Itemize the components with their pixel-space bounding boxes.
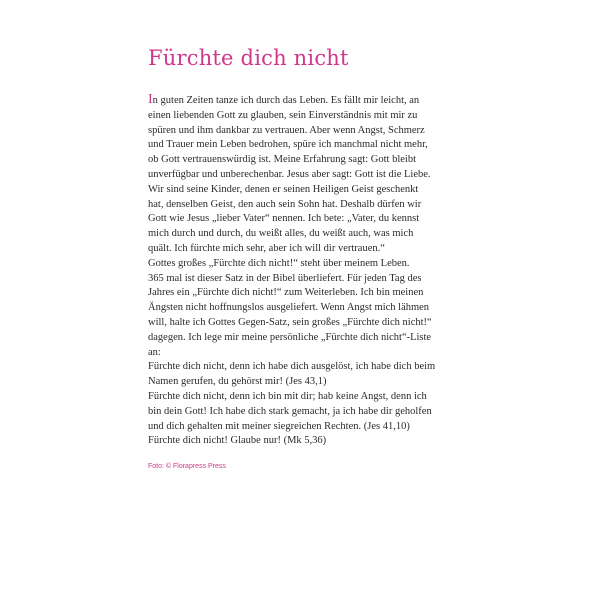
text-line: bin dein Gott! Ich habe dich stark gemacht, ja ich habe dir geholfen xyxy=(148,405,432,417)
text-line: Fürchte dich nicht, denn ich bin mit dir; hab keine Angst, denn ich xyxy=(148,390,427,402)
text-line: Ängsten nicht hoffnungslos ausgeliefert. Wenn Angst mich lähmen xyxy=(148,302,430,314)
body-text xyxy=(148,94,478,449)
text-line: quält. Ich fürchte mich sehr, aber ich will dir vertrauen.“ xyxy=(148,242,385,254)
text-line: Fürchte dich nicht! Glaube nur! (Mk 5,36) xyxy=(148,435,327,447)
text-line: Jahres ein „Fürchte dich nicht!“ zum Weiterleben. Ich bin meinen xyxy=(148,287,424,299)
page-title: Fürchte dich nicht xyxy=(148,46,349,70)
text-line: In guten Zeiten tanze ich durch das Leben. Es fällt mir leicht, an xyxy=(148,92,420,107)
text-line: Gott wie Jesus „lieber Vater“ nennen. Ich bete: „Vater, du kennst xyxy=(148,213,420,225)
text-line: Fürchte dich nicht, denn ich habe dich ausgelöst, ich habe dich beim xyxy=(148,361,436,373)
text-line: dagegen. Ich lege mir meine persönliche „Fürchte dich nicht“-Liste xyxy=(148,331,432,343)
text-line: will, halte ich Gottes Gegen-Satz, sein großes „Fürchte dich nicht!“ xyxy=(148,316,432,328)
text-line: mich durch und durch, du weißt alles, du weißt auch, was mich xyxy=(148,228,414,240)
text-line: einen liebenden Gott zu glauben, sein Einverständnis mit mir zu xyxy=(148,109,418,121)
text-line: Gottes großes „Fürchte dich nicht!“ steht über meinem Leben. xyxy=(148,257,410,269)
drop-cap: I xyxy=(148,92,153,107)
text-line: hat, denselben Geist, den auch sein Sohn hat. Deshalb dürfen wir xyxy=(148,198,422,210)
text-line: an: xyxy=(148,346,161,358)
photo-credit: Foto: © Florapress Press xyxy=(148,463,226,470)
text-line: und dich gehalten mit meiner siegreichen Rechten. (Jes 41,10) xyxy=(148,420,410,432)
text-line: Namen gerufen, du gehörst mir! (Jes 43,1) xyxy=(148,376,327,388)
text-line: 365 mal ist dieser Satz in der Bibel überliefert. Für jeden Tag des xyxy=(148,272,422,284)
text-line: ob Gott vertrauenswürdig ist. Meine Erfahrung sagt: Gott bleibt xyxy=(148,154,416,166)
text-line: Wir sind seine Kinder, denen er seinen Heiligen Geist geschenkt xyxy=(148,183,419,195)
text-line: und Trauer mein Leben bedrohen, spüre ich manchmal nicht mehr, xyxy=(148,139,428,151)
text-line: unverfügbar und unberechenbar. Jesus aber sagt: Gott ist die Liebe. xyxy=(148,168,431,180)
text-line: spüren und ihm dankbar zu vertrauen. Aber wenn Angst, Schmerz xyxy=(148,124,425,136)
